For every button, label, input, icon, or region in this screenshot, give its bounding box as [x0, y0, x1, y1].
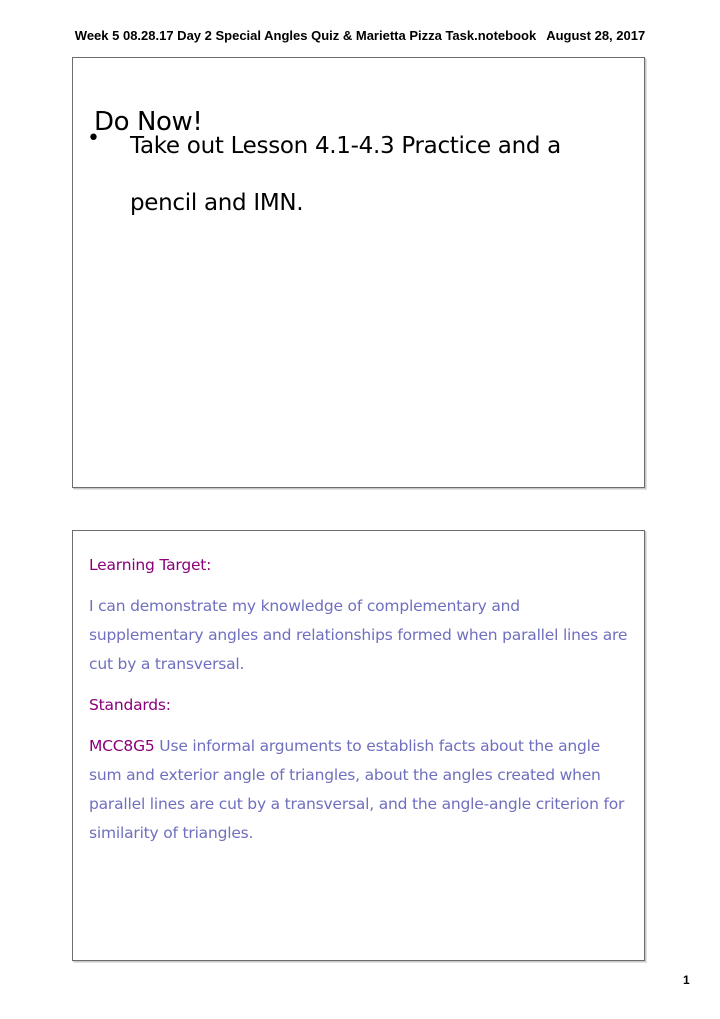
- standard-text: Use informal arguments to establish facts about the angle sum and exterior angle of triangles, about the angles created when parallel lines are cut by a transversal, and the angle-angle criterion for similarity of triangles.: [89, 737, 625, 842]
- learning-target-content: [89, 551, 634, 848]
- page-header: [0, 28, 720, 43]
- slide-do-now: [72, 57, 645, 488]
- slide-title: Do Now!: [94, 107, 203, 137]
- do-now-item: Take out Lesson 4.1-4.3 Practice and a pencil and IMN.: [130, 133, 561, 216]
- page-number: 1: [683, 973, 690, 987]
- header-date: August 28, 2017: [546, 28, 646, 43]
- learning-target-text: I can demonstrate my knowledge of complementary and supplementary angles and relationships formed when parallel lines are cut by a transversal.: [89, 597, 628, 673]
- standard-paragraph: [89, 732, 634, 848]
- notebook-title: Week 5 08.28.17 Day 2 Special Angles Quiz & Marietta Pizza Task.notebook: [74, 28, 537, 43]
- slide-learning-target: [72, 530, 645, 961]
- standard-code: MCC8G5: [89, 737, 155, 755]
- bullet-icon: •: [87, 126, 100, 151]
- learning-target-heading: Learning Target:: [89, 556, 212, 574]
- standards-heading: Standards:: [89, 696, 171, 714]
